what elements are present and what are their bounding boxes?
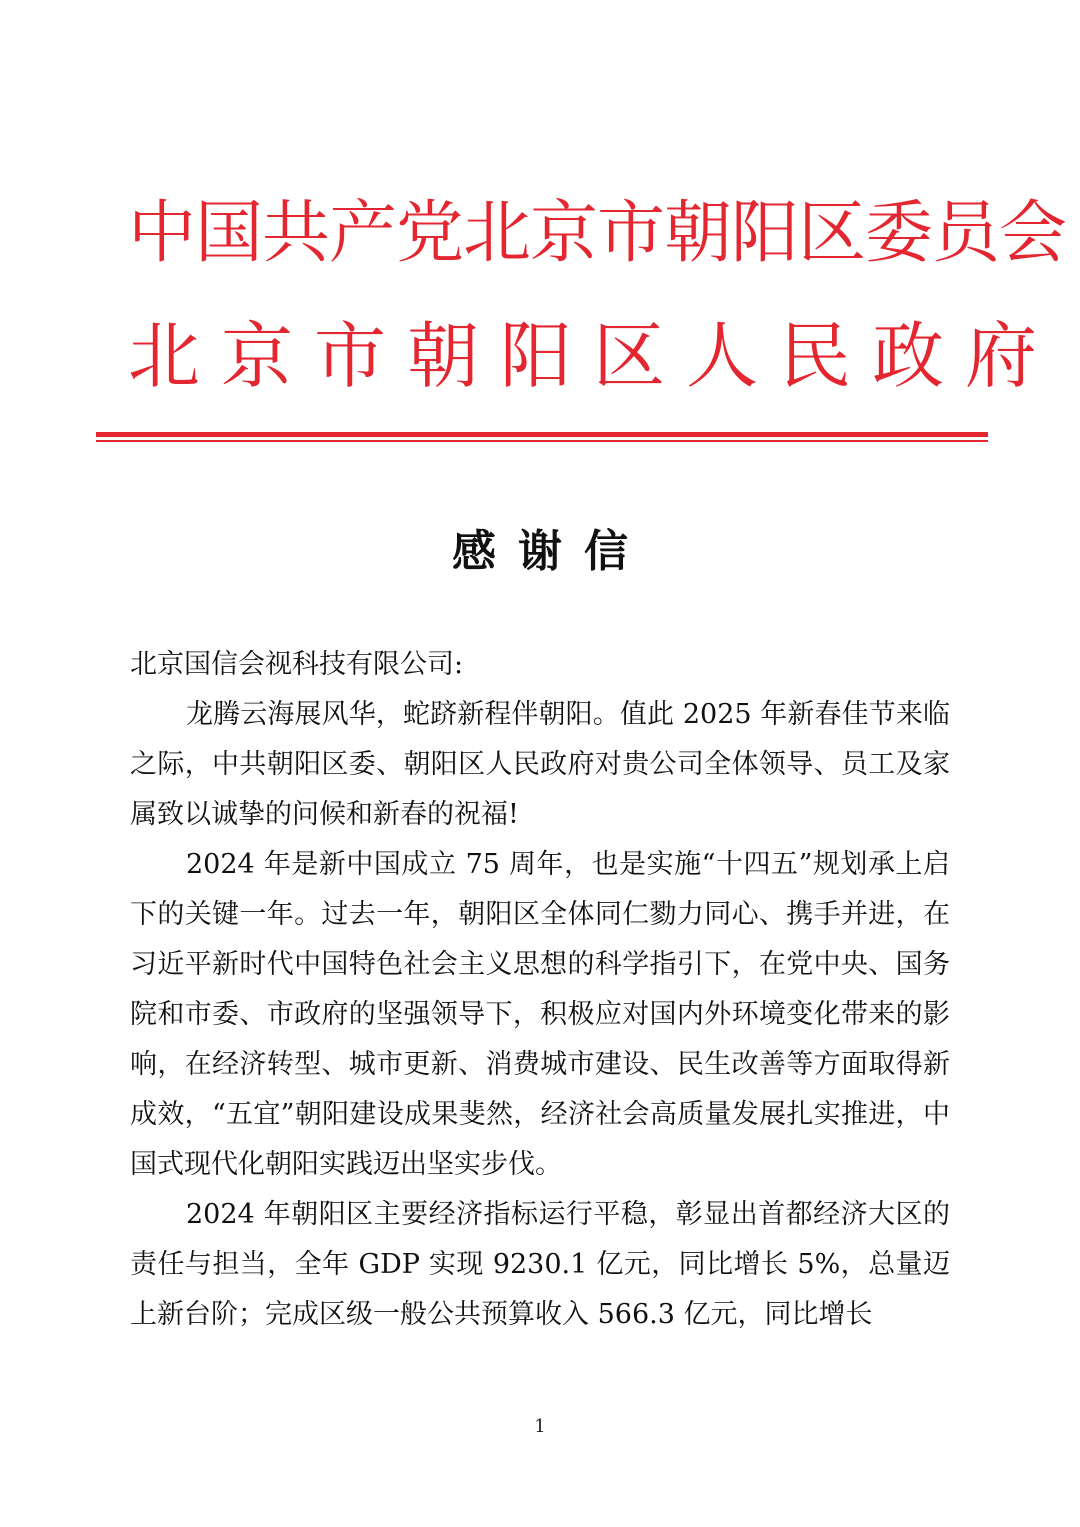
letter-body: [130, 640, 950, 1340]
letter-paragraph-review-2024: 2024 年是新中国成立 75 周年，也是实施“十四五”规划承上启下的关键一年。过去一年，朝阳区全体同仁勠力同心、携手并进，在习近平新时代中国特色社会主义思想的科学指引下，在党中央、国务院和市委、市政府的坚强领导下，积极应对国内外环境变化带来的影响，在经济转型、城市更新、消费城市建设、民生改善等方面取得新成效，“五宜”朝阳建设成果斐然，经济社会高质量发展扎实推进，中国式现代化朝阳实践迈出坚实步伐。: [130, 849, 950, 1180]
letterhead-red-rule-thick: [96, 432, 988, 437]
letter-paragraph-greeting: 龙腾云海展风华，蛇跻新程伴朝阳。值此 2025 年新春佳节来临之际，中共朝阳区委、朝阳区人民政府对贵公司全体领导、员工及家属致以诚挚的问候和新春的祝福!: [130, 699, 950, 830]
letterhead-party-committee: 中国共产党北京市朝阳区委员会: [128, 194, 1067, 273]
letterhead-district-government: 北京市朝阳区人民政府: [128, 314, 1059, 398]
letter-paragraph-economy: 2024 年朝阳区主要经济指标运行平稳，彰显出首都经济大区的责任与担当，全年 GDP 实现 9230.1 亿元，同比增长 5%，总量迈上新台阶；完成区级一般公共预算收入 566.3 亿元，同比增长: [130, 1199, 950, 1330]
page-number: 1: [534, 1416, 546, 1437]
letterhead-red-rule-thin: [96, 440, 988, 442]
letter-salutation: 北京国信会视科技有限公司:: [130, 649, 464, 680]
letter-title: 感谢信: [452, 526, 650, 577]
